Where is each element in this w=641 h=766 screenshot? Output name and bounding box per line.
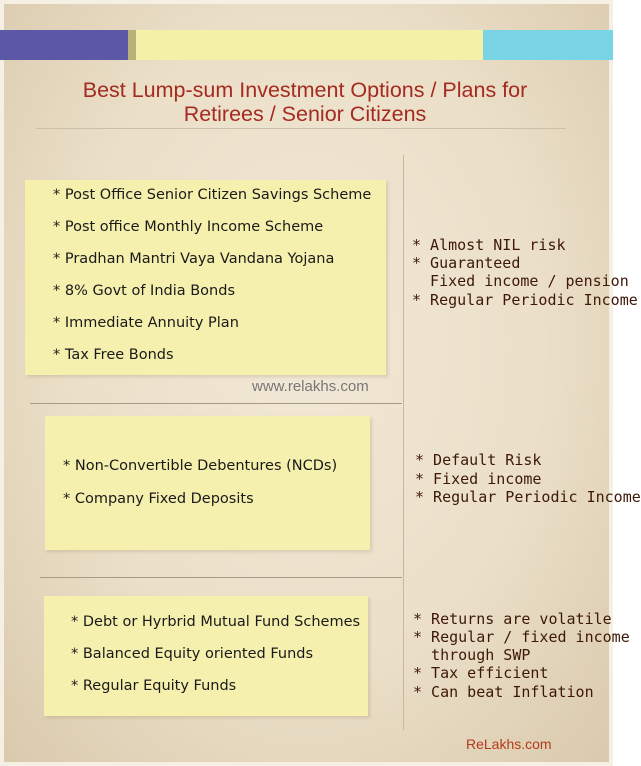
title-line-1: Best Lump-sum Investment Options / Plans for [82,78,528,102]
feature-item: through SWP [413,646,531,664]
option-item: * Immediate Annuity Plan [53,315,239,331]
header-bar-yellow [136,30,483,60]
option-item: * Debt or Hyrbrid Mutual Fund Schemes [71,614,361,630]
feature-item: * Can beat Inflation [413,683,594,701]
column-divider [403,155,404,730]
feature-item: * Fixed income [415,470,542,488]
option-item: * Non-Convertible Debentures (NCDs) [63,458,338,474]
option-item: * Balanced Equity oriented Funds [71,646,314,662]
option-item: * Pradhan Mantri Vaya Vandana Yojana [53,251,335,267]
option-item: * Company Fixed Deposits [63,491,254,507]
section-divider-1 [30,403,402,404]
header-bar-cyan [483,30,613,60]
title-divider [36,128,566,129]
option-item: * Post Office Senior Citizen Savings Scheme [53,187,372,203]
feature-item: * Regular / fixed income [413,628,630,646]
options-box-low-risk [25,180,386,375]
feature-item: * Returns are volatile [413,610,612,628]
feature-item: Fixed income / pension [412,272,629,290]
page-title [20,78,590,126]
option-item: * Tax Free Bonds [53,347,174,363]
option-item: * 8% Govt of India Bonds [53,283,236,299]
feature-item: * Almost NIL risk [412,236,566,254]
feature-item: * Guaranteed [412,254,521,272]
options-box-fixed-income [45,416,370,550]
footer-brand: ReLakhs.com [466,736,552,752]
header-bar-purple [0,30,128,60]
option-item: * Regular Equity Funds [71,678,237,694]
title-line-2: Retirees / Senior Citizens [183,102,427,126]
option-item: * Post office Monthly Income Scheme [53,219,324,235]
section-divider-2 [40,577,402,578]
watermark: www.relakhs.com [252,378,369,395]
header-bar-olive [128,30,136,60]
feature-item: * Tax efficient [413,664,549,682]
feature-item: * Regular Periodic Income [415,488,641,506]
feature-item: * Regular Periodic Income [412,291,638,309]
feature-item: * Default Risk [415,451,542,469]
